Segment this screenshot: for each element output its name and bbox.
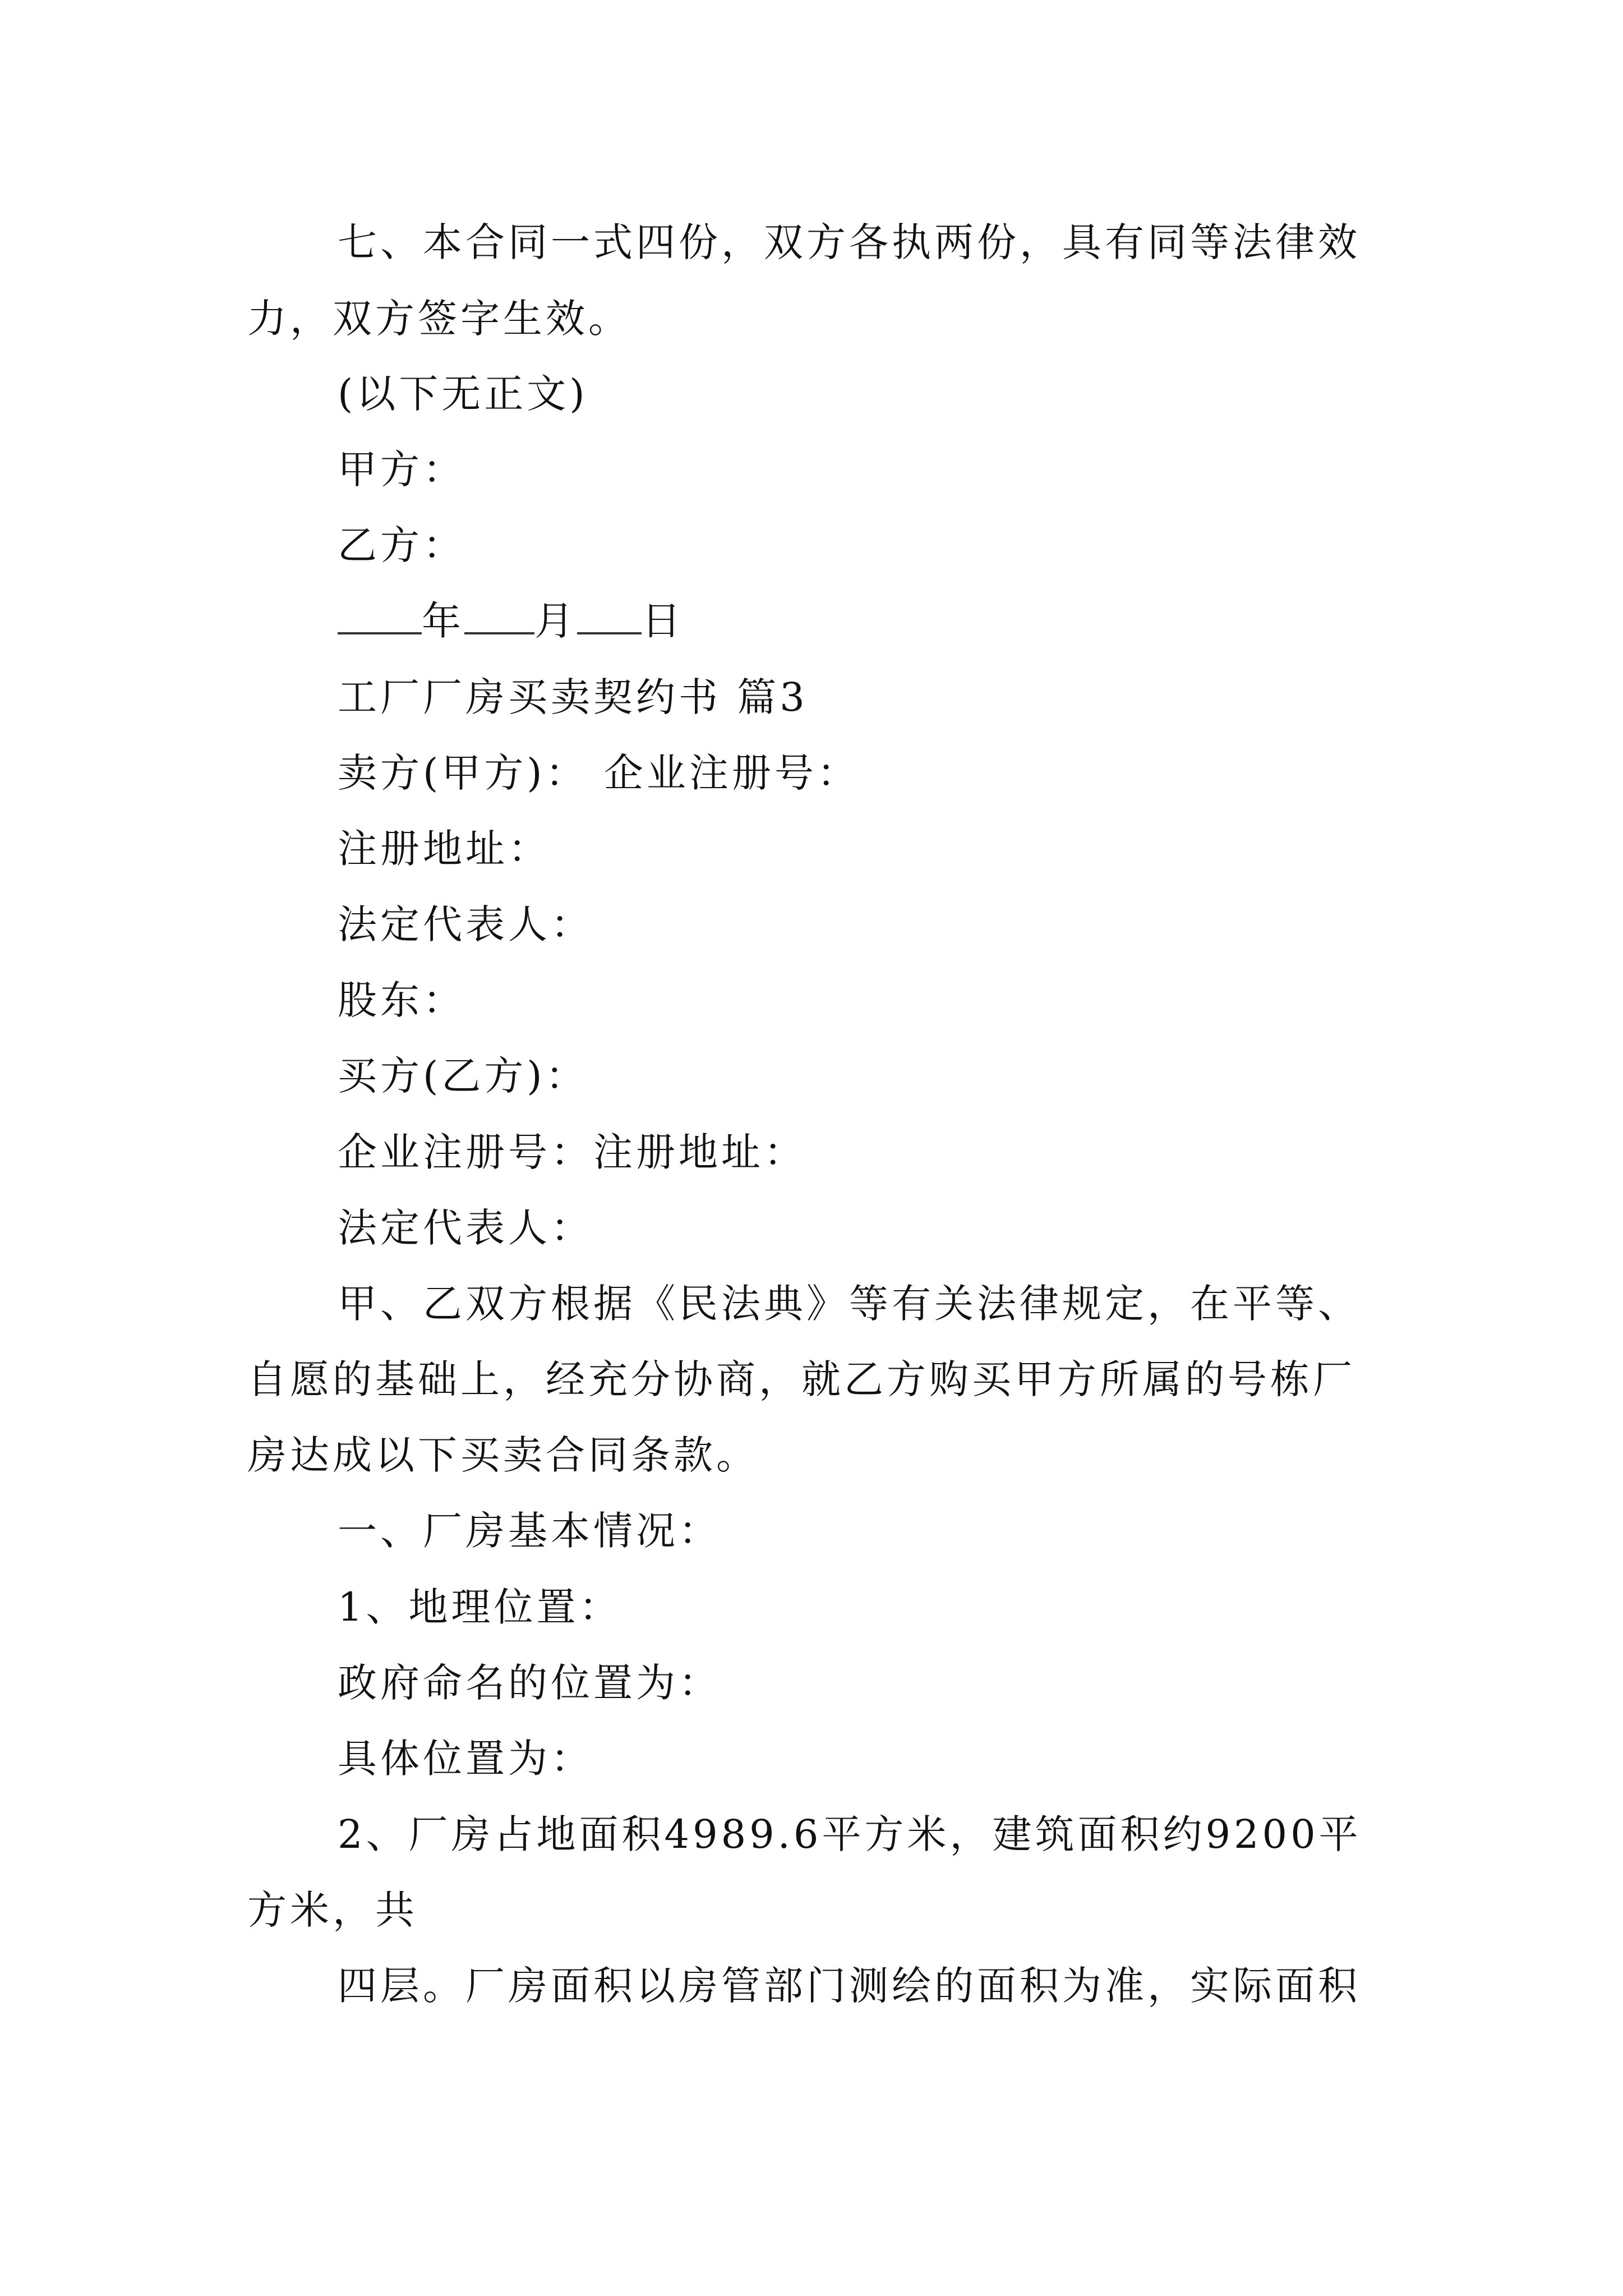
seller-label: 卖方(甲方)： 企业注册号： xyxy=(338,750,860,796)
section-1-heading: 一、厂房基本情况： xyxy=(338,1508,721,1554)
preamble-line-1: 甲、乙双方根据《民法典》等有关法律规定，在平等、 xyxy=(338,1281,1361,1327)
buyer-representative-label: 法定代表人： xyxy=(338,1205,593,1251)
date-line xyxy=(338,596,684,646)
year-blank xyxy=(338,597,422,634)
area-clause-line-1: 2、厂房占地面积4989.6平方米，建筑面积约9200平 xyxy=(338,1811,1362,1857)
month-blank xyxy=(464,597,534,634)
seller-representative-label: 法定代表人： xyxy=(338,901,593,947)
section-heading: 工厂厂房买卖契约书 篇3 xyxy=(338,674,808,720)
clause-7-line-2: 力，双方签字生效。 xyxy=(247,296,631,342)
area-clause-line-3: 四层。厂房面积以房管部门测绘的面积为准，实际面积 xyxy=(338,1963,1361,2009)
party-a-signature-label: 甲方： xyxy=(338,447,465,493)
buyer-label: 买方(乙方)： xyxy=(338,1053,588,1099)
no-more-text-note: (以下无正文) xyxy=(338,371,588,417)
seller-address-label: 注册地址： xyxy=(338,826,551,872)
official-location-label: 政府命名的位置为： xyxy=(338,1660,721,1706)
preamble-line-2: 自愿的基础上，经充分协商，就乙方购买甲方所属的号栋厂 xyxy=(247,1356,1355,1402)
clause-7-line-1: 七、本合同一式四份，双方各执两份，具有同等法律效 xyxy=(338,219,1361,265)
month-label: 月 xyxy=(534,598,577,644)
year-label: 年 xyxy=(422,598,464,644)
party-b-signature-label: 乙方： xyxy=(338,522,465,568)
day-label: 日 xyxy=(642,598,684,644)
shareholder-label: 股东： xyxy=(338,977,465,1023)
day-blank xyxy=(577,597,642,634)
location-label: 1、地理位置： xyxy=(338,1584,622,1630)
buyer-registration-label: 企业注册号：注册地址： xyxy=(338,1129,806,1175)
area-clause-line-2: 方米，共 xyxy=(247,1887,418,1933)
preamble-line-3: 房达成以下买卖合同条款。 xyxy=(247,1432,759,1478)
specific-location-label: 具体位置为： xyxy=(338,1736,593,1782)
